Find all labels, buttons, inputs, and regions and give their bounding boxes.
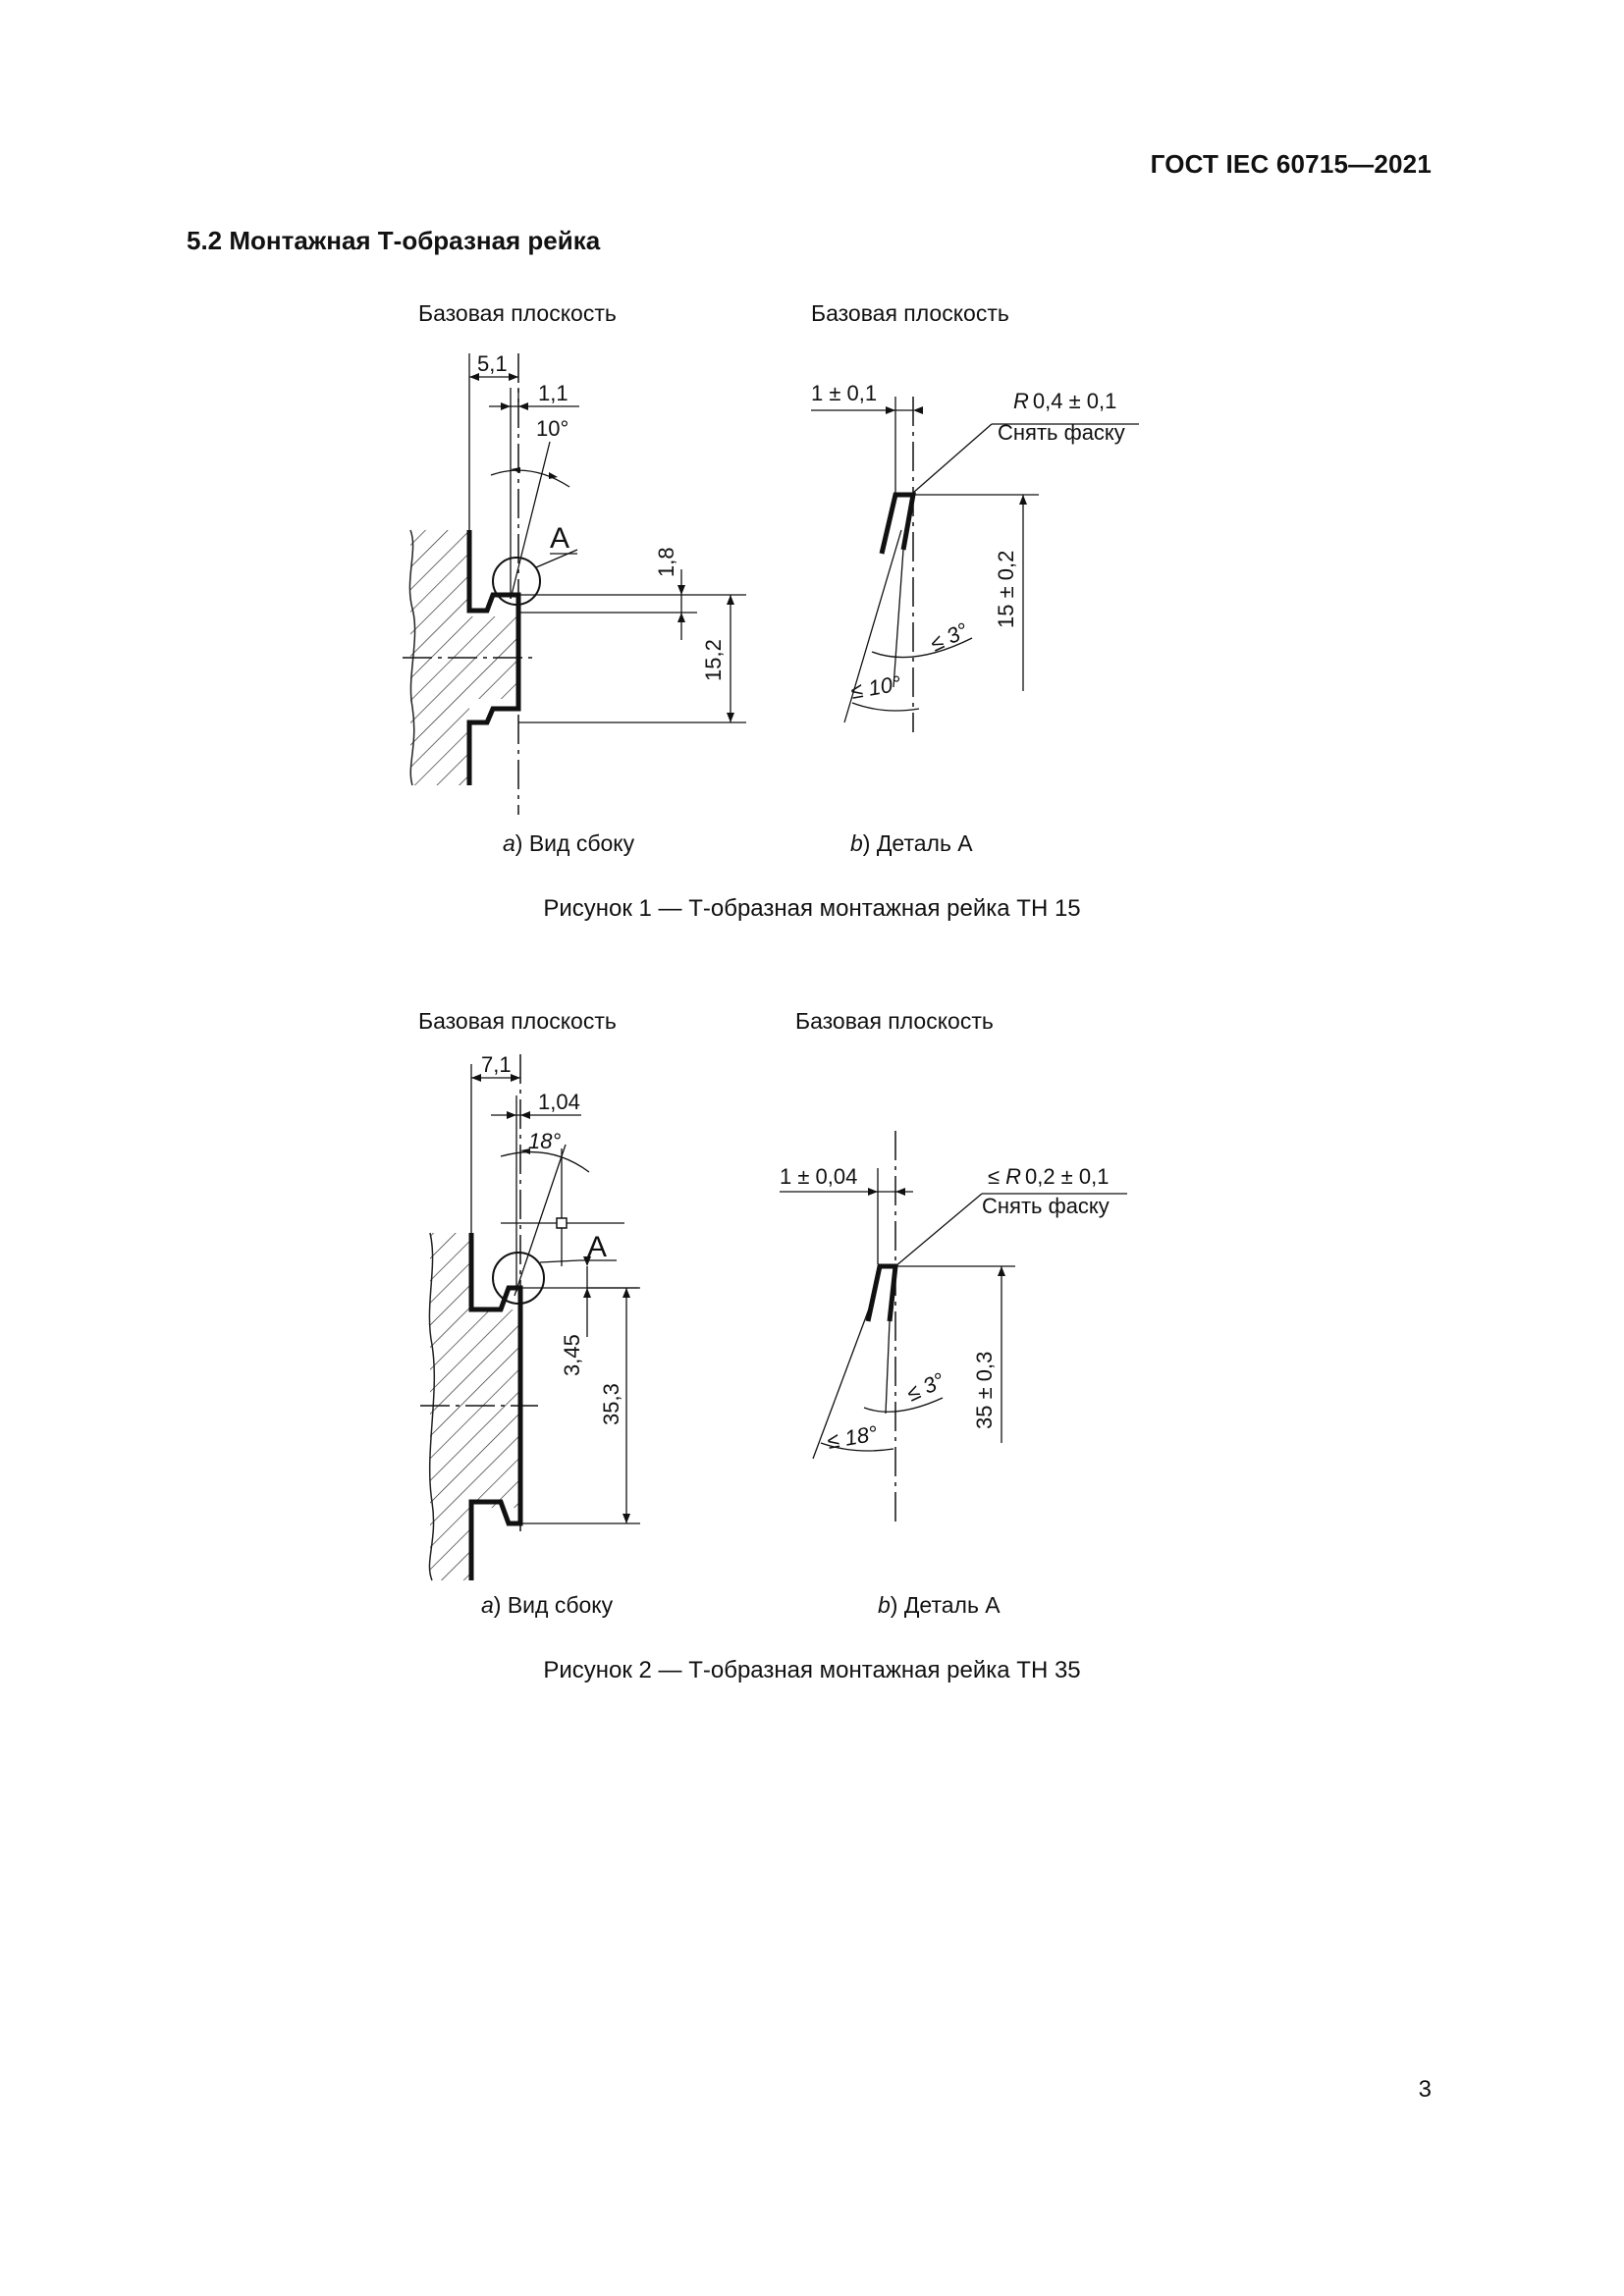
fig2-angle-18deg: ≤ 18° xyxy=(825,1420,880,1454)
fig2-detail-a-mark: A xyxy=(587,1231,608,1263)
fig1-detail-a-mark: A xyxy=(550,522,570,555)
fig1-radius-value: 0,4 ± 0,1 xyxy=(1032,389,1117,413)
fig2-caption: Рисунок 2 — Т-образная монтажная рейка ТН 35 xyxy=(543,1657,1081,1683)
fig2-dim-35-3: 35,3 xyxy=(599,1383,623,1425)
fig1-angle-10deg: ≤ 10° xyxy=(848,670,903,704)
fig2-dim-18deg: 18° xyxy=(528,1129,562,1153)
fig1-dim-5-1: 5,1 xyxy=(477,351,508,376)
fig1-radius-symbol: R xyxy=(1013,389,1029,413)
fig1-dim-1-0-1: 1 ± 0,1 xyxy=(811,381,878,405)
fig2-detail-profile xyxy=(868,1266,895,1321)
fig2-right-base-plane-label: Базовая плоскость xyxy=(795,1008,994,1034)
fig1-dim-15-0-2: 15 ± 0,2 xyxy=(994,550,1018,628)
fig1-caption: Рисунок 1 — Т-образная монтажная рейка ТН 15 xyxy=(543,895,1081,922)
fig1-angle-3deg: ≤ 3° xyxy=(926,617,972,657)
fig2-dim-35-0-3: 35 ± 0,3 xyxy=(972,1351,997,1429)
fig2-dim-3-45: 3,45 xyxy=(560,1334,584,1376)
fig1-subcaption-b: b) Деталь А xyxy=(850,830,973,856)
fig2-dim-1-04: 1,04 xyxy=(538,1090,580,1114)
fig1-dim-10deg: 10° xyxy=(536,416,569,441)
fig2-le-symbol: ≤ xyxy=(988,1164,1001,1189)
fig1-chamfer-note: Снять фаску xyxy=(998,420,1125,445)
fig1-right-base-plane-label: Базовая плоскость xyxy=(811,300,1009,326)
fig2-radius-symbol: R xyxy=(1005,1164,1021,1189)
fig2-subcaption-a: a) Вид сбоку xyxy=(481,1592,614,1618)
fig1-dim-1-1: 1,1 xyxy=(538,381,568,405)
page-number: 3 xyxy=(1418,2076,1432,2103)
fig1-dim-1-8: 1,8 xyxy=(654,547,678,577)
fig2-subcaption-b: b) Деталь А xyxy=(878,1592,1001,1618)
document-header: ГОСТ IEC 60715—2021 xyxy=(1150,149,1432,179)
fig2-dim-7-1: 7,1 xyxy=(481,1052,512,1077)
fig1-left-base-plane-label: Базовая плоскость xyxy=(418,300,617,326)
fig2-left-base-plane-label: Базовая плоскость xyxy=(418,1008,617,1034)
fig2-radius-value: 0,2 ± 0,1 xyxy=(1024,1164,1110,1189)
fig2-dim-1-0-04: 1 ± 0,04 xyxy=(780,1164,858,1189)
svg-text:≤R0,2 ± 0,1 xyxy=(988,1164,1109,1189)
section-title: 5.2 Монтажная Т-образная рейка xyxy=(187,226,601,255)
fig1-dim-15-2: 15,2 xyxy=(701,639,726,681)
fig2-angle-3deg: ≤ 3° xyxy=(902,1367,948,1407)
fig1-subcaption-a: a) Вид сбоку xyxy=(503,830,635,856)
fig2-chamfer-note: Снять фаску xyxy=(982,1194,1110,1218)
